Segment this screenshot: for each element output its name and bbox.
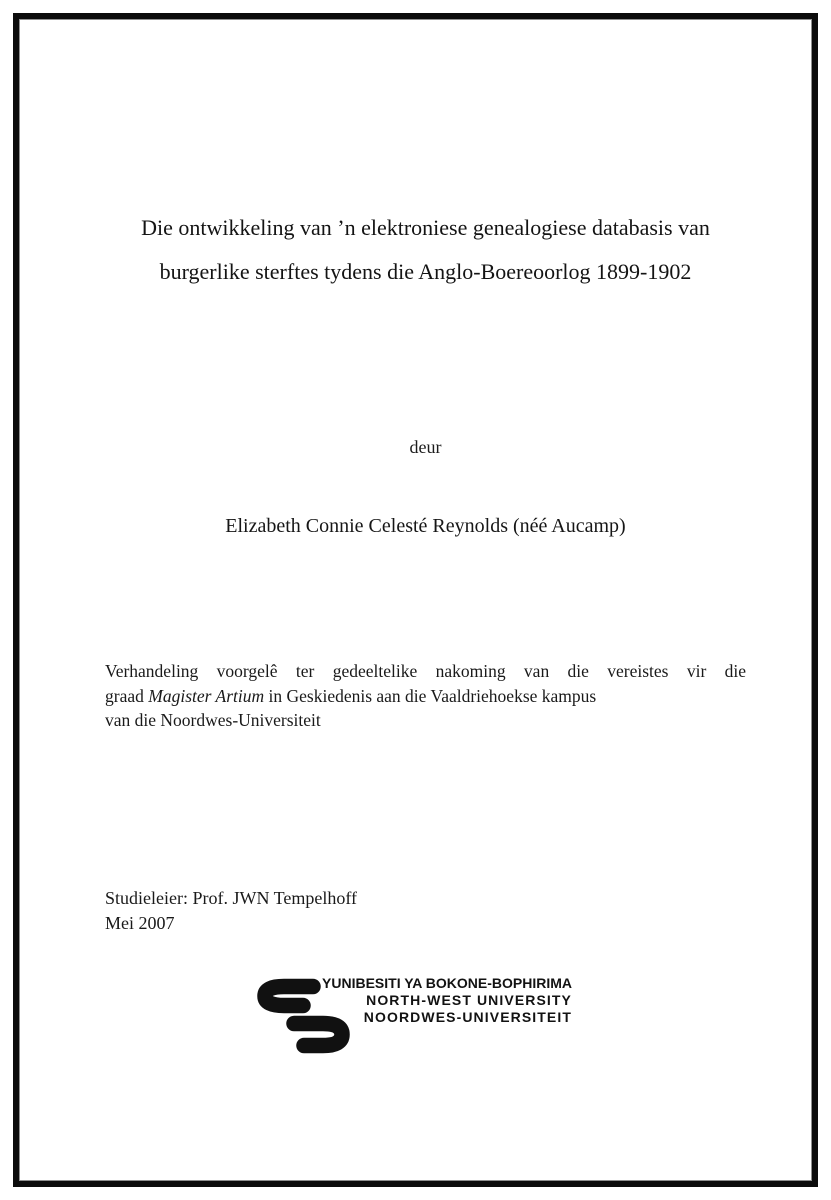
thesis-title-line-2: burgerlike sterftes tydens die Anglo-Boereoorlog 1899-1902 — [159, 259, 692, 284]
logo-line-english: NORTH-WEST UNIVERSITY — [366, 992, 572, 1008]
thesis-statement-line-3: van die Noordwes-Universiteit — [105, 710, 321, 730]
thesis-title-line-1: Die ontwikkeling van ’n elektroniese genealogiese databasis van — [141, 215, 710, 240]
magister-artium-italic: Magister Artium — [148, 685, 265, 706]
university-logo — [256, 972, 576, 1056]
author-name: Elizabeth Connie Celesté Reynolds (néé Aucamp) — [225, 515, 626, 537]
date-line: Mei 2007 — [105, 912, 175, 933]
thesis-title — [20, 206, 831, 294]
university-logo-text — [320, 975, 572, 1026]
logo-line-afrikaans: NOORDWES-UNIVERSITEIT — [363, 1009, 572, 1025]
logo-line-setswana: YUNIBESITI YA BOKONE-BOPHIRIMA — [322, 975, 572, 991]
thesis-statement-line-1: Verhandeling voorgelê ter gedeeltelike nakoming van die vereistes vir die — [105, 661, 746, 681]
byline-deur-label: deur — [409, 437, 442, 457]
thesis-statement — [105, 659, 746, 733]
thesis-statement-line-2 — [105, 684, 746, 709]
thesis-statement-line-2-pre: graad — [105, 685, 149, 706]
supervisor-and-date — [105, 886, 357, 935]
supervisor-line: Studieleier: Prof. JWN Tempelhoff — [105, 888, 358, 908]
thesis-statement-line-2-post: in Geskiedenis aan die Vaaldriehoekse kampus — [264, 685, 597, 706]
